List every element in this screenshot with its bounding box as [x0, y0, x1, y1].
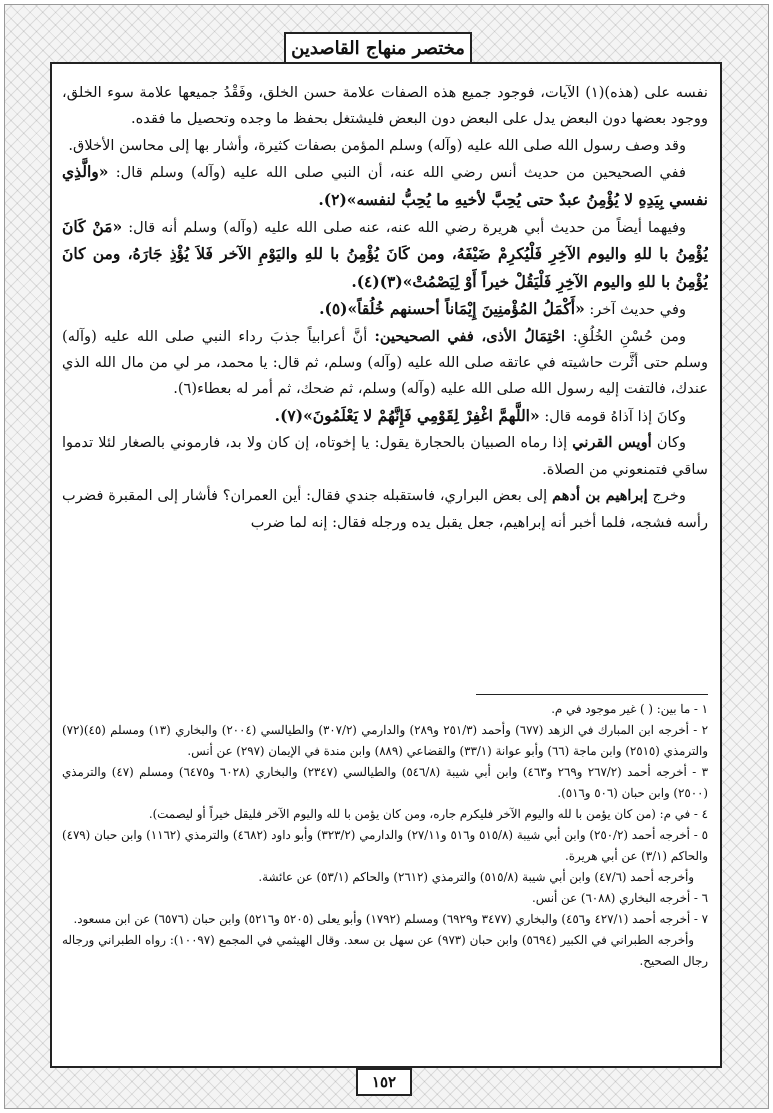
- hadith-intro: ففي الصحيحين من حديث أنس رضي الله عنه، أن النبي صلى الله عليه (وآله) وسلم قال:: [115, 164, 686, 182]
- hadith-quote: «اللَّهمَّ اغْفِرْ لِقَوْمِي فَإِنَّهُمْ لا يَعْلَمُونَ»(٧).: [274, 405, 540, 425]
- footnote: ٢ - أخرجه ابن المبارك في الزهد (٦٧٧) وأحمد (٢٥١/٣ و٢٨٩) والدارمي (٣٠٧/٢) والطيالسي (٢٠٠٤) والبخاري (١٣) ومسلم (٤٥)(٧٢) والترمذي (٢٥١٥) وابن ماجة (٦٦) وأبو عوانة (٣٣/١) والقضاعي (٨٨٩) وابن مندة في الإيمان (٢٩٧) عن أنس.: [62, 723, 708, 758]
- paragraph-4: [62, 214, 708, 296]
- source-label: ففي الصحيحين:: [374, 327, 474, 345]
- hadith-quote: «أَكْمَلُ المُؤْمنِينَ إِيْمَاناً أحسنهم خُلُقاً»(٥).: [319, 299, 585, 319]
- paragraph-text: وخرج: [647, 487, 686, 505]
- paragraph-6: [62, 324, 708, 403]
- paragraph-9: [62, 483, 708, 536]
- paragraph-8: [62, 430, 708, 483]
- footnote: ١ - ما بين: ( ) غير موجود في م.: [551, 702, 708, 716]
- footnote: ٦ - أخرجه البخاري (٦٠٨٨) عن أنس.: [531, 891, 708, 905]
- paragraph-text: إذا رماه الصبيان بالحجارة يقول: يا إخوتاه، إن كان ولا بد، فارموني بالصغار لئلا تدموا ساقي فتمنعوني من الصلاة.: [62, 434, 708, 478]
- hadith-intro: وفي حديث آخر:: [589, 301, 686, 319]
- paragraph-3: [62, 159, 708, 214]
- main-text: [62, 80, 708, 685]
- footnote-separator: [476, 694, 708, 695]
- paragraph-5: [62, 296, 708, 323]
- page-number: ١٥٢: [371, 1073, 397, 1091]
- hadith-intro: وكانَ إذا آذاهُ قومه قال:: [544, 407, 686, 425]
- footnote: ٣ - أخرجه أحمد (٢٦٧/٢ و٢٦٩ و٤٦٣) وابن أبي شيبة (٥٤٦/٨) والطيالسي (٢٣٤٧) والبخاري (٦٠٢٨ و٦٤٧٥) ومسلم (٤٧) والترمذي (٢٥٠٠) وابن حبان (٥٠٦ و٥١٦).: [62, 765, 708, 800]
- footnotes: [62, 699, 708, 1061]
- paragraph-text: وكان: [651, 434, 686, 452]
- paragraph-text: أنَّ أعرابياً جذبَ رداء النبي صلى الله عليه (وآله) وسلم حتى أثَّرت حاشيته في عاتقه صلى الله عليه (وآله) وسلم، ثم قال: يا محمد، مر لي من مال الله الذي عندك، فالتفت إليه رسول الله صلى الله عليه (وآله) وسلم، ثم ضحك، ثم أمر له بعطاء(٦).: [62, 327, 708, 398]
- paragraph-7: [62, 403, 708, 430]
- footnote: وأخرجه الطبراني في الكبير (٥٦٩٤) وابن حبان (٩٧٣) عن سهل بن سعد. وقال الهيثمي في المجمع (١٠٠٩٧): رواه الطبراني ورجاله رجال الصحيح.: [62, 933, 708, 968]
- person-name: إبراهيم بن أدهم: [552, 487, 648, 505]
- person-name: أويس القرني: [572, 434, 652, 452]
- section-lead: ومن حُسْنِ الخُلُقِ:: [572, 327, 686, 345]
- footnote: وأخرجه أحمد (٤٧/٦) وابن أبي شيبة (٥١٥/٨) والترمذي (٢٦١٢) والحاكم (٥٣/١) عن عائشة.: [258, 870, 694, 884]
- footnote: ٥ - أخرجه أحمد (٢٥٠/٢) وابن أبي شيبة (٥١٥/٨ و٥١٦ و٢٧/١١) والدارمي (٣٢٣/٢) وأبو داود (٤٦٨٢) والترمذي (١١٦٢) وابن حبان (٤٧٩) والحاكم (٣/١) عن أبي هريرة.: [62, 828, 708, 863]
- book-title: مختصر منهاج القاصدين: [291, 37, 465, 59]
- footnote: ٧ - أخرجه أحمد (٤٢٧/١ و٤٥٦) والبخاري (٣٤٧٧ و٦٩٢٩) ومسلم (١٧٩٢) وأبو يعلى (٥٢٠٥ و٥٢١٦) وابن حبان (٦٥٧٦) عن ابن مسعود.: [73, 912, 708, 926]
- hadith-intro: وفيهما أيضاً من حديث أبي هريرة رضي الله عنه، عنه صلى الله عليه (وآله) وسلم أنه قال:: [128, 219, 687, 237]
- emphasis-text: احْتِمَالُ الأذى،: [473, 327, 573, 345]
- paragraph-text: إلى بعض البراري، فاستقبله جندي فقال: أين العمران؟ فأشار إلى المقبرة فضرب رأسه فشجه، فلما أخبر أنه إبراهيم، جعل يقبل يده ورجله فقال: إنه لما ضرب: [62, 487, 708, 531]
- page-number-box: [356, 1068, 412, 1096]
- paragraph-2: وقد وصف رسول الله صلى الله عليه (وآله) وسلم المؤمن بصفات كثيرة، وأشار بها إلى محاسن الأخلاق.: [68, 136, 686, 154]
- hadith-quote: «والَّذِي نفسي بِيَدِهِ لا يُؤْمِنُ عبدٌ حتى يُحِبَّ لأخيهِ ما يُحِبُّ لنفسه»(٢).: [62, 162, 708, 209]
- hadith-quote: «مَنْ كَانَ يُؤْمِنُ با للهِ واليوم الآخِرِ فَلْيُكرِمْ ضَيْفَهُ، ومن كَانَ يُؤْمِنُ با للهِ واليَوْمِ الآخر فَلاَ يُؤْذِ جَارَهُ، ومن كانَ يُؤْمِنُ با للهِ واليوم الآخِرِ فَلْيَقُلْ خيراً أَوْ لِيَصْمُتْ»(٣)(٤).: [62, 217, 708, 291]
- running-header: [284, 32, 472, 64]
- footnote: ٤ - في م: (من كان يؤمن با لله واليوم الآخر فليكرم جاره، ومن كان يؤمن با لله واليوم الآخر فليقل خيراً أو ليصمت).: [148, 807, 708, 821]
- paragraph-1: نفسه على (هذه)(١) الآيات، فوجود جميع هذه الصفات علامة حسن الخلق، وفَقْدُ جميعها علامة سوء الخلق، ووجود بعضها دون البعض يدل على البعض دون البعض فليشتغل بحفظ ما وجده وتحصيل ما فقده.: [62, 84, 708, 128]
